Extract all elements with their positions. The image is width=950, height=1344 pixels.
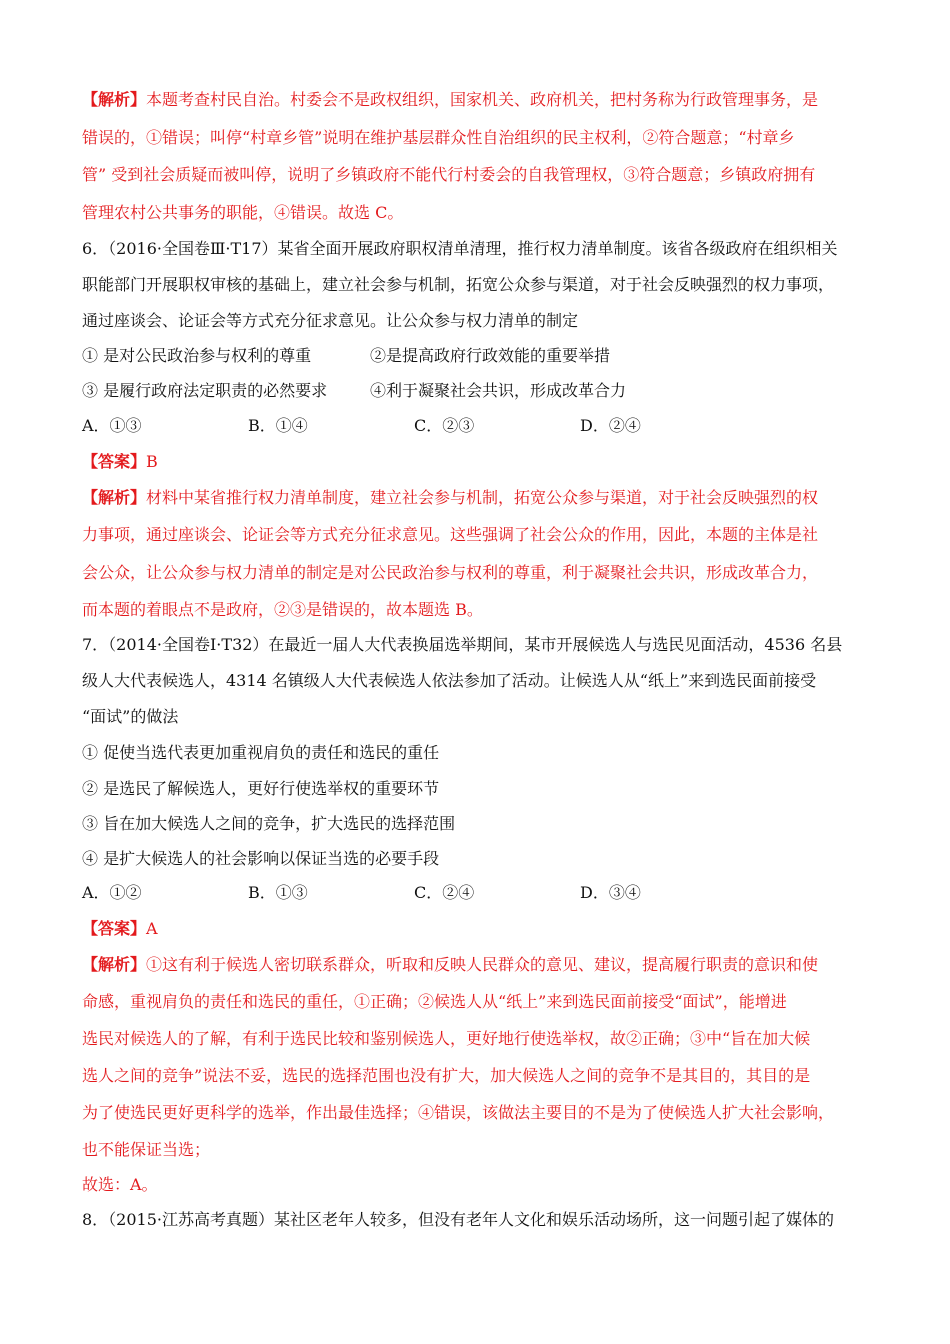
q6-stem-line: 职能部门开展职权审核的基础上，建立社会参与机制，拓宽公众参与渠道，对于社会反映强烈的权力事项，: [82, 275, 835, 294]
q7-option-c: C．②④: [414, 883, 475, 902]
q6-analysis-line: 【解析】材料中某省推行权力清单制度，建立社会参与机制，拓宽公众参与渠道，对于社会反映强烈的权: [82, 488, 819, 507]
q7-conclusion: 故选：A。: [82, 1175, 158, 1194]
q6-option-d: D．②④: [580, 416, 641, 435]
answer-label: 【答案】: [82, 452, 147, 471]
q6-statement-3: ③ 是履行政府法定职责的必然要求: [82, 381, 328, 400]
q7-statement-3: ③ 旨在加大候选人之间的竞争，扩大选民的选择范围: [82, 814, 456, 833]
q6-statement-4: ④利于凝聚社会共识，形成改革合力: [370, 381, 627, 400]
q6-option-c: C．②③: [414, 416, 475, 435]
q7-analysis-line: 选民对候选人的了解，有利于选民比较和鉴别候选人，更好地行使选举权，故②正确；③中“旨在加大候: [82, 1029, 811, 1048]
q7-option-b: B．①③: [248, 883, 308, 902]
q6-stem-line: 6．（2016·全国卷Ⅲ·T17）某省全面开展政府职权清单清理，推行权力清单制度。该省各级政府在组织相关: [82, 239, 838, 258]
q6-analysis-line: 会公众，让公众参与权力清单的制定是对公民政治参与权利的尊重，利于凝聚社会共识，形成改革合力，: [82, 563, 819, 582]
q6-stem-line: 通过座谈会、论证会等方式充分征求意见。让公众参与权力清单的制定: [82, 311, 579, 330]
analysis-label: 【解析】: [82, 488, 147, 507]
q8-stem-line: 8．（2015·江苏高考真题）某社区老年人较多，但没有老年人文化和娱乐活动场所，这一问题引起了媒体的: [82, 1210, 834, 1229]
q5-analysis-line: 管” 受到社会质疑而被叫停，说明了乡镇政府不能代行村委会的自我管理权，③符合题意；乡镇政府拥有: [82, 165, 816, 184]
q7-stem-line: “面试”的做法: [82, 707, 179, 726]
q7-statement-2: ② 是选民了解候选人，更好行使选举权的重要环节: [82, 779, 440, 798]
analysis-label: 【解析】: [82, 955, 147, 974]
q7-statement-1: ① 促使当选代表更加重视肩负的责任和选民的重任: [82, 743, 440, 762]
q7-analysis-line: 为了使选民更好更科学的选举，作出最佳选择；④错误，该做法主要目的不是为了使候选人扩大社会影响，: [82, 1103, 835, 1122]
q7-option-a: A．①②: [82, 883, 142, 902]
q6-analysis-line: 力事项，通过座谈会、论证会等方式充分征求意见。这些强调了社会公众的作用，因此，本题的主体是社: [82, 525, 819, 544]
q7-statement-4: ④ 是扩大候选人的社会影响以保证当选的必要手段: [82, 849, 440, 868]
q7-analysis-line: 也不能保证当选；: [82, 1140, 211, 1159]
analysis-label: 【解析】: [82, 90, 147, 109]
q6-statement-2: ②是提高政府行政效能的重要举措: [370, 346, 611, 365]
q7-stem-line: 7．（2014·全国卷Ⅰ·T32）在最近一届人大代表换届选举期间，某市开展候选人与选民见面活动，4536 名县: [82, 635, 843, 654]
q7-analysis-line: 命感，重视肩负的责任和选民的重任，①正确；②候选人从“纸上”来到选民面前接受“面试”，能增进: [82, 992, 787, 1011]
q6-statement-1: ① 是对公民政治参与权利的尊重: [82, 346, 312, 365]
q6-option-a: A．①③: [82, 416, 142, 435]
q5-analysis-line: 【解析】本题考查村民自治。村委会不是政权组织，国家机关、政府机关，把村务称为行政管理事务，是: [82, 90, 819, 109]
q6-option-b: B．①④: [248, 416, 308, 435]
q5-analysis-line: 管理农村公共事务的职能，④错误。故选 C。: [82, 203, 404, 222]
q7-stem-line: 级人大代表候选人，4314 名镇级人大代表候选人依法参加了活动。让候选人从“纸上”来到选民面前接受: [82, 671, 817, 690]
q5-analysis-line: 错误的，①错误；叫停“村章乡管”说明在维护基层群众性自治组织的民主权利，②符合题意；“村章乡: [82, 128, 795, 147]
q7-analysis-line: 选人之间的竞争”说法不妥，选民的选择范围也没有扩大，加大候选人之间的竞争不是其目的，其目的是: [82, 1066, 811, 1085]
q6-answer: 【答案】B: [82, 452, 158, 471]
q7-answer: 【答案】A: [82, 919, 158, 938]
q7-analysis-line: 【解析】①这有利于候选人密切联系群众，听取和反映人民群众的意见、建议，提高履行职责的意识和使: [82, 955, 819, 974]
answer-label: 【答案】: [82, 919, 147, 938]
q7-option-d: D．③④: [580, 883, 641, 902]
q6-analysis-line: 而本题的着眼点不是政府，②③是错误的，故本题选 B。: [82, 600, 483, 619]
